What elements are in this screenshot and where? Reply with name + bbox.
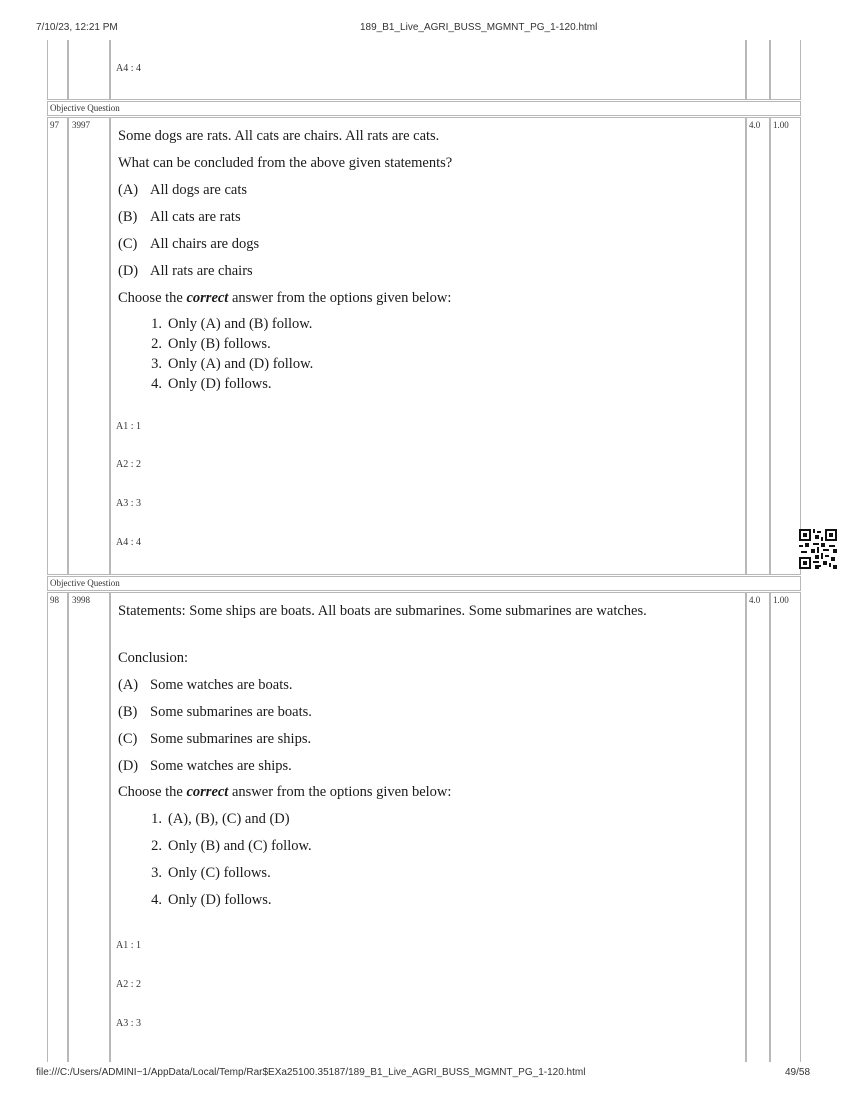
answer-choice: 2. Only (B) and (C) follow. xyxy=(151,838,312,854)
answer-choice: 1. (A), (B), (C) and (D) xyxy=(151,811,290,827)
statement-option: (D) Some watches are ships. xyxy=(118,758,292,774)
answer-option: A1 : 1 xyxy=(116,421,141,432)
print-file-path: file:///C:/Users/ADMINI~1/AppData/Local/Temp/Rar$EXa25100.35187/189_B1_Live_AGRI_BUSS_MGMNT_PG_1-120.html xyxy=(36,1067,586,1078)
question-statement: Statements: Some ships are boats. All boats are submarines. Some submarines are watches. xyxy=(118,603,647,619)
statement-option: (C) Some submarines are ships. xyxy=(118,731,312,747)
answer-choice: 4. Only (D) follows. xyxy=(151,892,272,908)
print-page-number: 49/58 xyxy=(785,1067,811,1078)
question-id: 3997 xyxy=(72,120,90,130)
conclusion-heading: Conclusion: xyxy=(118,650,189,666)
question-type-label: Objective Question xyxy=(50,103,120,113)
print-datetime: 7/10/23, 12:21 PM xyxy=(36,22,118,33)
answer-option: A1 : 1 xyxy=(116,940,141,951)
statement-option: (A) All dogs are cats xyxy=(118,182,248,198)
choose-instruction: Choose the correct answer from the options given below: xyxy=(118,784,452,800)
question-marks: 4.0 xyxy=(749,120,761,130)
answer-option: A2 : 2 xyxy=(116,459,141,470)
statement-option: (B) All cats are rats xyxy=(118,209,241,225)
statement-option: (C) All chairs are dogs xyxy=(118,236,260,252)
qr-code-icon xyxy=(799,529,837,569)
question-prompt: What can be concluded from the above given statements? xyxy=(118,155,453,171)
answer-option: A3 : 3 xyxy=(116,498,141,509)
answer-option: A3 : 3 xyxy=(116,1018,141,1029)
choose-instruction: Choose the correct answer from the options given below: xyxy=(118,290,452,306)
answer-option: A4 : 4 xyxy=(116,537,141,548)
negative-marks: 1.00 xyxy=(773,595,789,605)
question-statement: Some dogs are rats. All cats are chairs. All rats are cats. xyxy=(118,128,440,144)
question-serial: 98 xyxy=(50,595,59,605)
answer-choice: 1. Only (A) and (B) follow. xyxy=(151,316,313,332)
question-marks: 4.0 xyxy=(749,595,761,605)
answer-option: A2 : 2 xyxy=(116,979,141,990)
answer-choice: 3. Only (C) follows. xyxy=(151,865,271,881)
answer-choice: 2. Only (B) follows. xyxy=(151,336,271,352)
answer-option: A4 : 4 xyxy=(116,63,141,74)
question-serial: 97 xyxy=(50,120,59,130)
print-doc-title: 189_B1_Live_AGRI_BUSS_MGMNT_PG_1-120.html xyxy=(360,22,598,33)
answer-choice: 4. Only (D) follows. xyxy=(151,376,272,392)
question-id: 3998 xyxy=(72,595,90,605)
statement-option: (A) Some watches are boats. xyxy=(118,677,293,693)
negative-marks: 1.00 xyxy=(773,120,789,130)
statement-option: (D) All rats are chairs xyxy=(118,263,253,279)
answer-choice: 3. Only (A) and (D) follow. xyxy=(151,356,314,372)
question-type-label: Objective Question xyxy=(50,578,120,588)
statement-option: (B) Some submarines are boats. xyxy=(118,704,312,720)
